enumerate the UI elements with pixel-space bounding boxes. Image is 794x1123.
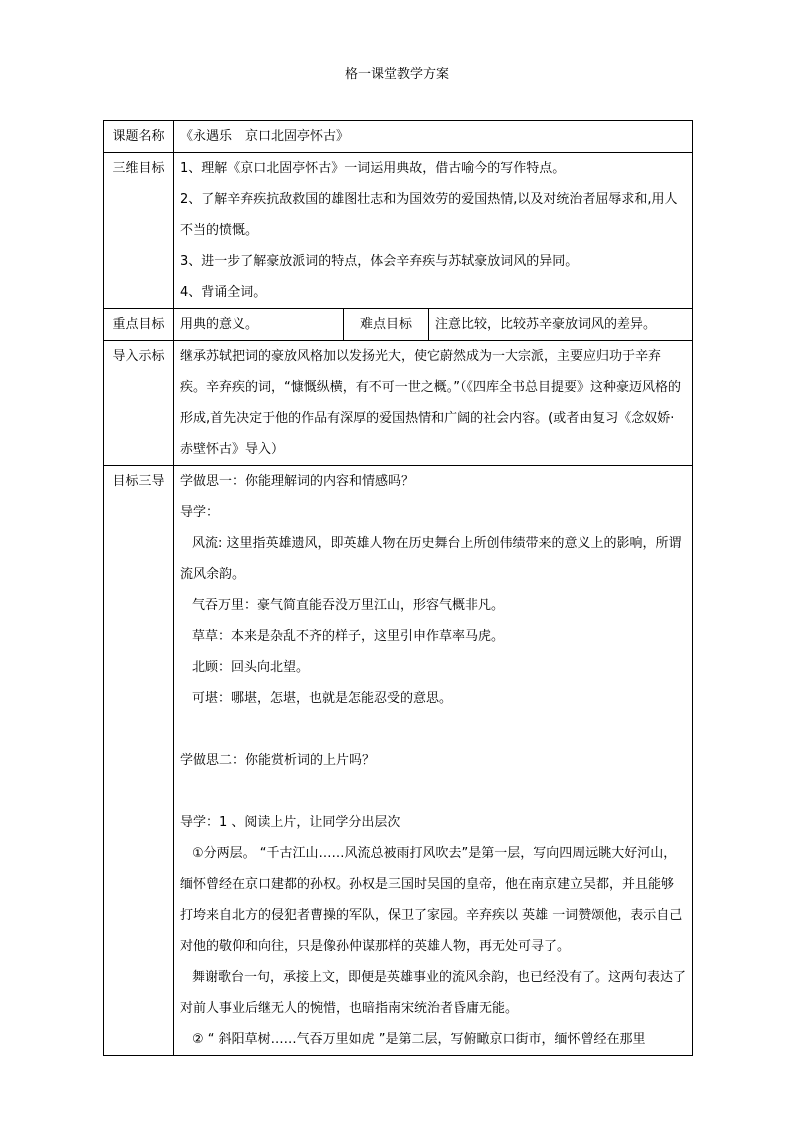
intro-text: 继承苏轼把词的豪放风格加以发扬光大，使它蔚然成为一大宗派，主要应归功于辛弃疾。辛弃疾的词，“慷慨纵横，有不可一世之概。”（《四库全书总目提要》这种豪迈风格的形成,首先决定于他的作品有深厚的爱国热情和广阔的社会内容。(或者由复习《念奴娇·赤壁怀古》导入） bbox=[174, 341, 693, 466]
term-beigu: 北顾：回头向北望。 bbox=[192, 660, 310, 675]
analysis-paragraph-1b: 舞谢歌台一句，承接上文，即便是英雄事业的流风余韵，也已经没有了。这两句表达了对前人事业后继无人的惋惜，也暗指南宋统治者昏庸无能。 bbox=[180, 970, 687, 1016]
key-points-label: 重点目标 bbox=[104, 309, 174, 341]
spacer bbox=[180, 776, 686, 807]
row-guide bbox=[104, 466, 693, 1056]
term-qitun: 气吞万里：豪气简直能吞没万里江山，形容气概非凡。 bbox=[192, 598, 505, 613]
row-key-points bbox=[104, 309, 693, 341]
row-intro bbox=[104, 341, 693, 466]
goal-item: 1、理解《京口北固亭怀古》一词运用典故，借古喻今的写作特点。 bbox=[180, 161, 566, 176]
lesson-plan-table bbox=[103, 120, 693, 1056]
goal-item: 4、背诵全词。 bbox=[180, 285, 267, 300]
row-goals bbox=[104, 153, 693, 309]
goal-item: 2、了解辛弃疾抗敌救国的雄图壮志和为国效劳的爱国热情,以及对统治者屈辱求和,用人不当的愤慨。 bbox=[180, 192, 678, 238]
intro-label: 导入示标 bbox=[104, 341, 174, 466]
guide-label: 目标三导 bbox=[104, 466, 174, 1056]
term-caocao: 草草：本来是杂乱不齐的样子，这里引申作草率马虎。 bbox=[192, 629, 505, 644]
term-kekan: 可堪：哪堪，怎堪，也就是怎能忍受的意思。 bbox=[192, 691, 453, 706]
key-points-value: 用典的意义。 bbox=[174, 309, 344, 341]
goals-label: 三维目标 bbox=[104, 153, 174, 309]
term-fengliu: 风流: 这里指英雄遗风，即英雄人物在历史舞台上所创伟绩带来的意义上的影响，所谓流风余韵。 bbox=[180, 536, 682, 582]
question-1: 学做思一：你能理解词的内容和情感吗？ bbox=[180, 474, 415, 489]
document-title: 格一课堂教学方案 bbox=[344, 67, 449, 82]
spacer bbox=[180, 714, 686, 745]
row-topic bbox=[104, 121, 693, 153]
goal-item: 3、进一步了解豪放派词的特点，体会辛弃疾与苏轼豪放词风的异同。 bbox=[180, 254, 579, 269]
difficulty-value: 注意比较，比较苏辛豪放词风的差异。 bbox=[429, 309, 693, 341]
guide-content bbox=[174, 466, 693, 1056]
analysis-paragraph-2: ② “ 斜阳草树……气吞万里如虎 ”是第二层，写俯瞰京口街市，缅怀曾经在那里 bbox=[192, 1032, 646, 1047]
difficulty-label: 难点目标 bbox=[344, 309, 429, 341]
topic-value: 《永遇乐 京口北固亭怀古》 bbox=[174, 121, 693, 153]
goals-list bbox=[174, 153, 693, 309]
topic-label: 课题名称 bbox=[104, 121, 174, 153]
step-1: 导学：1 、阅读上片，让同学分出层次 bbox=[180, 815, 401, 830]
analysis-paragraph-1: ①分两层。 “千古江山……风流总被雨打风吹去”是第一层，写向四周远眺大好河山，缅怀曾经在京口建都的孙权。孙权是三国时吴国的皇帝，他在南京建立吴都，并且能够打垮来自北方的侵犯者曹操的军队，保卫了家园。辛弃疾以 英雄 一词赞颂他，表示自己对他的敬仰和向往，只是像孙仲谋那样的英雄人物，再无处可寻了。 bbox=[180, 846, 683, 954]
question-2: 学做思二：你能赏析词的上片吗？ bbox=[180, 753, 376, 768]
guide-heading: 导学： bbox=[180, 505, 220, 520]
